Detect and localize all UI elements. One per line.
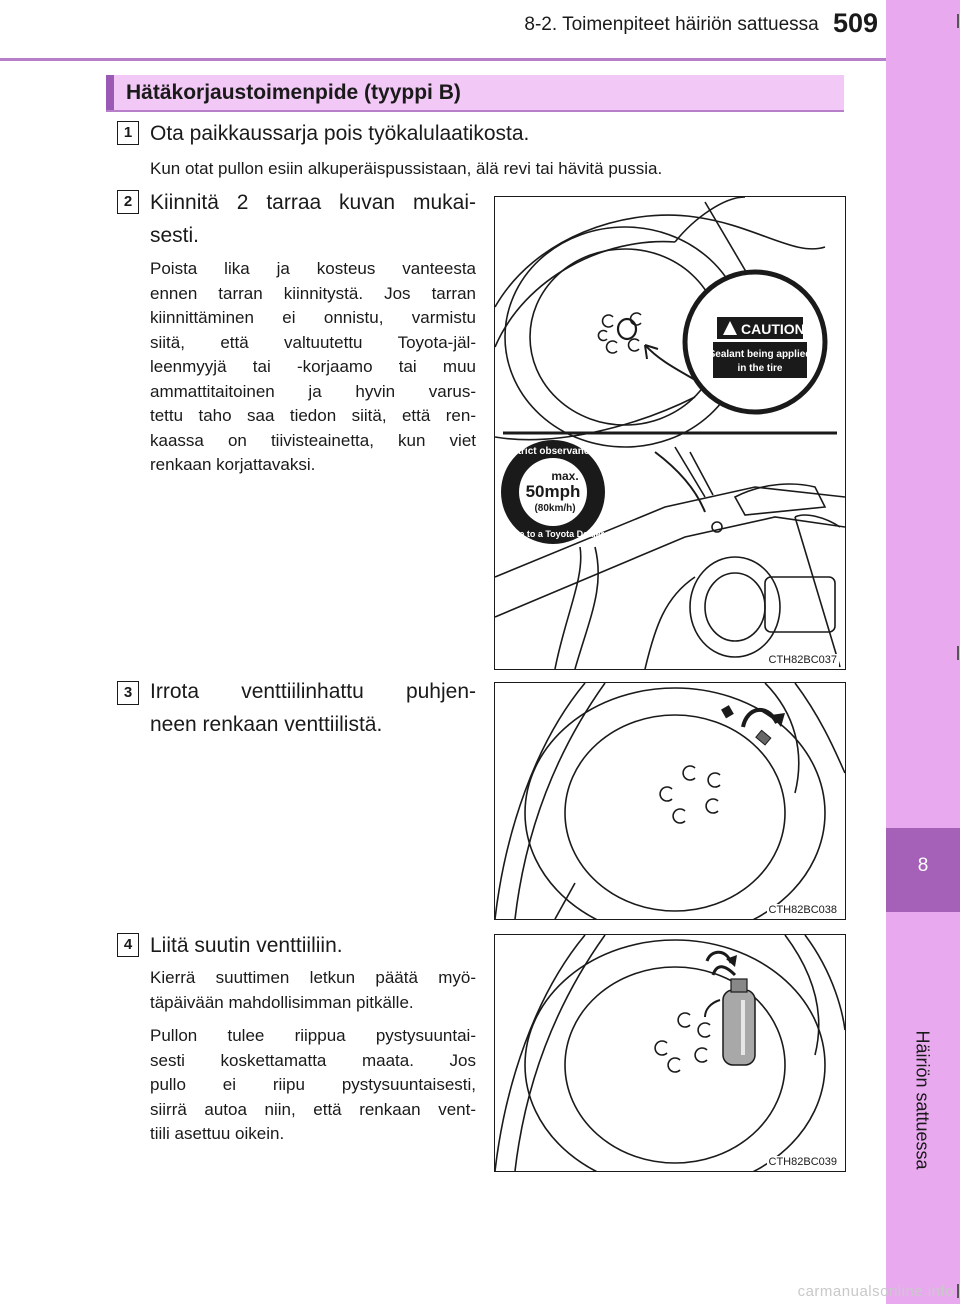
page-number: 509 [832,8,878,38]
note-line: leenmyyjä tai -korjaamo tai muu [150,357,476,376]
speed-sticker-bottom: Drive to a Toyota Dealer [501,529,605,539]
speed-mph: 50mph [525,482,581,501]
step-title [150,186,476,252]
figure-code: CTH82BC039 [768,1156,837,1168]
step-title-line: sesti. [150,224,200,247]
note-line: Pullon tulee riippua pystysuuntai- [150,1026,476,1045]
caution-line: in the tire [737,363,783,374]
step-title: Liitä suutin venttiiliin. [150,934,343,957]
note-line: täpäivään mahdollisimman pitkälle. [150,992,414,1012]
step-title: Ota paikkaussarja pois työkalulaatikosta. [150,122,530,145]
step-number: 3 [117,681,139,705]
figure-valve-cap-illustration [495,683,845,919]
chapter-title: Häiriön sattuessa [912,1030,933,1170]
speed-sticker-top: Strict observance [511,446,595,457]
note-line: tiili asettuu oikein. [150,1124,285,1143]
step-number: 2 [117,190,139,214]
figure-nozzle-attach [494,934,846,1172]
note-line: kiinnittäminen ei onnistu, varmistu [150,308,476,327]
chapter-number: 8 [917,855,929,876]
step-title-line: Irrota venttiilinhattu puhjen- [150,680,476,703]
step-note [150,966,476,1015]
speed-max: max. [551,469,579,483]
step-number: 4 [117,933,139,957]
speed-kmh: (80km/h) [534,503,576,514]
step-note: Kun otat pullon esiin alkuperäispussistaan, älä revi tai hävitä pussia. [150,159,663,178]
figure-sticker-illustration [495,197,845,669]
step-number: 1 [117,121,139,145]
caution-title: CAUTION [741,321,805,337]
step-title-line: Kiinnitä 2 tarraa kuvan mukai- [150,191,476,214]
step-note [150,1024,476,1147]
step-title-line: neen renkaan venttiilistä. [150,713,383,736]
footer-watermark: carmanualsonline.info [797,1283,954,1300]
note-line: Poista lika ja kosteus vanteesta [150,259,476,278]
section-title: 8-2. Toimenpiteet häiriön sattuessa [524,14,819,35]
header-rule [0,58,886,61]
step-note [150,257,476,478]
figure-sticker-placement [494,196,846,670]
procedure-title: Hätäkorjaustoimenpide (tyyppi B) [126,81,461,104]
caution-line: Sealant being applied [708,349,812,360]
figure-nozzle-illustration [495,935,845,1171]
title-accent [106,75,114,110]
trim-mark [957,646,959,660]
note-line: Kierrä suuttimen letkun päätä myö- [150,968,476,987]
figure-code: CTH82BC038 [768,904,837,916]
figure-valve-cap [494,682,846,920]
note-line: kaassa on tiivisteainetta, kun viet [150,430,476,450]
figure-code: CTH82BC037 [768,654,837,666]
note-line: ammattitaitoinen ja hyvin varus- [150,381,476,401]
procedure-title-box [106,75,844,112]
note-line: siitä, että valtuutettu Toyota-jäl- [150,332,476,352]
note-line: tettu taho saa tiedon siitä, että ren- [150,406,476,425]
trim-mark [957,14,959,28]
note-line: renkaan korjattavaksi. [150,455,316,474]
trim-mark [957,1284,959,1298]
section-header [524,14,882,36]
note-line: siirrä autoa niin, että renkaan vent- [150,1099,476,1119]
note-line: ennen tarran kiinnitystä. Jos tarran [150,283,476,303]
step-title [150,675,476,741]
note-line: sesti koskettamatta maata. Jos [150,1050,476,1070]
note-line: pullo ei riipu pystysuuntaisesti, [150,1075,476,1094]
